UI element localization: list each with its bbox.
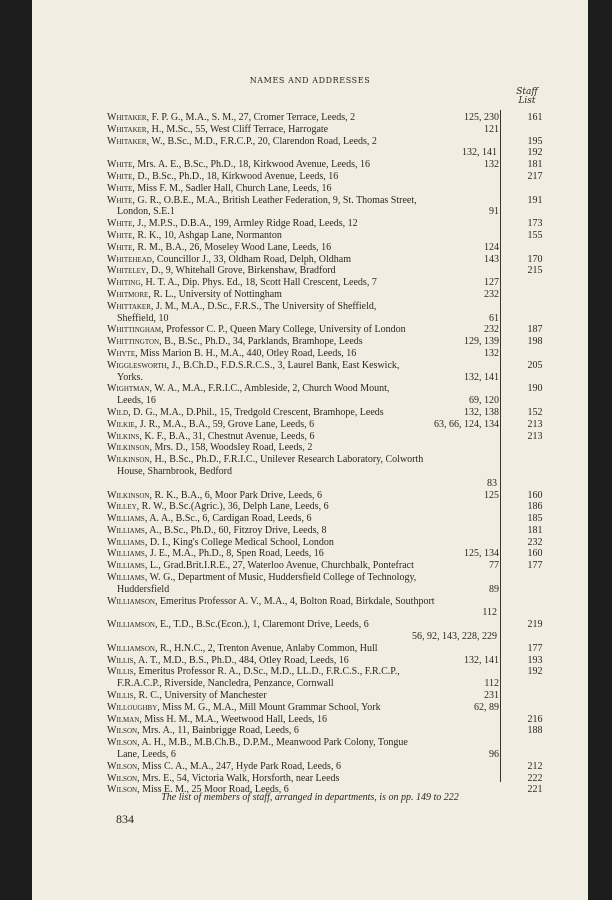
list-header-label: List: [518, 96, 536, 106]
entry-text: Emeritus Professor A. V., M.A., 4, Bolton Road, Birkdale, Southport: [159, 595, 435, 607]
entry-first-line: Wightman, W. A., M.A., F.R.I.C., Ambleside, 2, Church Wood Mount,: [107, 383, 390, 395]
entry-first-line: Willis, R. C., University of Manchester: [107, 690, 267, 702]
entry-text: D., 9, Whitehall Grove, Birkenshaw, Bradford: [150, 265, 336, 277]
entry-pages: 91: [489, 206, 499, 218]
entry-text: J., M.P.S., D.B.A., 199, Armley Ridge Road, Leeds, 12: [137, 218, 358, 230]
entry-pages-line: 132, 141: [462, 147, 497, 159]
entry-staff-page: 215: [527, 265, 543, 277]
entry-surname: Whittington: [107, 336, 160, 348]
entry-pages: 125, 134: [464, 548, 499, 560]
entry-staff-page: 190: [527, 383, 543, 395]
entry-surname: Whitaker: [107, 135, 147, 147]
entry: [107, 360, 555, 384]
staff-list-header: [502, 88, 552, 106]
entry: [107, 242, 555, 254]
entry-surname: Williamson: [107, 619, 155, 631]
entry-surname: Williamson: [107, 642, 155, 654]
entry-pages: 61: [489, 312, 499, 324]
entry: [107, 407, 555, 419]
entry-surname: Wilkie: [107, 418, 135, 430]
entry-surname: White: [107, 194, 133, 206]
entry-text: K. F., B.A., 31, Chestnut Avenue, Leeds, 6: [144, 430, 315, 442]
entry-first-line: Wilman, Miss H. M., M.A., Weetwood Hall, Leeds, 16: [107, 713, 327, 725]
entry-staff-page: 212: [527, 760, 543, 772]
entry-surname: Willis: [107, 690, 134, 702]
entry-surname: Willis: [107, 654, 134, 666]
entry-staff-page: 155: [527, 229, 543, 241]
entry: [107, 643, 555, 655]
entry-first-line: Wigglesworth, J., B.Ch.D., F.D.S.R.C.S., 3, Laurel Bank, East Keswick,: [107, 359, 400, 371]
entry-staff-page: 192: [527, 666, 543, 678]
entry-text: W. G., Department of Music, Huddersfield College of Technology,: [149, 572, 417, 584]
entry: [107, 301, 555, 325]
entry-staff-page: 185: [527, 513, 543, 525]
entry-text: House, Sharnbrook, Bedford: [117, 465, 232, 477]
entry-surname: White: [107, 182, 133, 194]
entry-text: Miss F. M., Sadler Hall, Church Lane, Leeds, 16: [137, 182, 332, 194]
entry-surname: Whitehead: [107, 253, 152, 265]
entry-staff-page: 177: [527, 560, 543, 572]
entry-continuation-line: [107, 584, 497, 596]
entry-first-line: Williamson, Emeritus Professor A. V., M.A., 4, Bolton Road, Birkdale, Southport: [107, 595, 435, 607]
entry: [107, 548, 555, 560]
entry-first-line: White, D., B.Sc., Ph.D., 18, Kirkwood Avenue, Leeds, 16: [107, 170, 339, 182]
entry-first-line: White, Mrs. A. E., B.Sc., Ph.D., 18, Kirkwood Avenue, Leeds, 16: [107, 159, 370, 171]
entry-first-line: Williams, L., Grad.Brit.I.R.E., 27, Waterloo Avenue, Churchbalk, Pontefract: [107, 560, 414, 572]
entry: [107, 254, 555, 266]
entry-surname: Williams: [107, 548, 145, 560]
entry-text: Professor C. P., Queen Mary College, University of London: [166, 324, 406, 336]
entry-first-line: Wilson, Miss E. M., 25 Moor Road, Leeds, 6: [107, 784, 289, 796]
entry-text: Lane, Leeds, 6: [117, 749, 176, 761]
entry-staff-page: 222: [527, 772, 543, 784]
entry-staff-page: 195: [527, 135, 543, 147]
entry-staff-page: 213: [527, 418, 543, 430]
entry-text: E., T.D., B.Sc.(Econ.), 1, Claremont Drive, Leeds, 6: [159, 619, 369, 631]
entry-text: Leeds, 16: [117, 395, 156, 407]
entry-pages-line: 83: [487, 477, 497, 489]
entry: [107, 714, 555, 726]
entry-surname: Williams: [107, 560, 145, 572]
entry-text: H. T. A., Dip. Phys. Ed., 18, Scott Hall Crescent, Leeds, 7: [145, 277, 377, 289]
entry-pages: 132, 141: [464, 654, 499, 666]
entry-text: H., B.Sc., Ph.D., F.R.I.C., Unilever Research Laboratory, Colworth: [154, 454, 424, 466]
entry-first-line: Willoughby, Miss M. G., M.A., Mill Mount Grammar School, York: [107, 701, 381, 713]
entry-pages: 89: [489, 583, 499, 595]
entry-pages: 125, 230: [464, 112, 499, 123]
entry: [107, 348, 555, 360]
entry-surname: Williams: [107, 524, 145, 536]
entry-first-line: Williams, A. A., B.Sc., 6, Cardigan Road, Leeds, 6: [107, 513, 312, 525]
entry: [107, 195, 555, 219]
entry-pages: 143: [484, 253, 499, 265]
entry-pages: 69, 120: [469, 395, 499, 407]
entry-first-line: Williamson, R., H.N.C., 2, Trenton Avenue, Anlaby Common, Hull: [107, 642, 378, 654]
entry-pages: 63, 66, 124, 134: [434, 418, 499, 430]
entry-surname: Whitmore: [107, 288, 149, 300]
entry-first-line: Whitaker, W., B.Sc., M.D., F.R.C.P., 20, Clarendon Road, Leeds, 2: [107, 135, 377, 147]
entry-continuation-line: [107, 749, 497, 761]
entry-first-line: White, Miss F. M., Sadler Hall, Church Lane, Leeds, 16: [107, 182, 332, 194]
entry-first-line: White, R. K., 10, Ashgap Lane, Normanton: [107, 229, 282, 241]
staff-header-label: Staff: [516, 87, 538, 97]
entry: [107, 655, 555, 667]
entry-text: J. R., M.A., B.A., 59, Grove Lane, Leeds, 6: [139, 418, 315, 430]
entry-text: Mrs. D., 158, Woodsley Road, Leeds, 2: [154, 442, 313, 454]
entry: [107, 419, 555, 431]
entry-staff-page: 221: [527, 784, 543, 796]
entry: [107, 171, 555, 183]
entry-text: Mrs. E., 54, Victoria Walk, Horsforth, near Leeds: [142, 772, 340, 784]
entry-first-line: Williams, A., B.Sc., Ph.D., 60, Fitzroy Drive, Leeds, 8: [107, 524, 327, 536]
entry-text: R. K., B.A., 6, Moor Park Drive, Leeds, 6: [154, 489, 322, 501]
entry-text: Miss C. A., M.A., 247, Hyde Park Road, Leeds, 6: [142, 760, 341, 772]
entry-staff-page: 186: [527, 501, 543, 513]
entry-text: A., B.Sc., Ph.D., 60, Fitzroy Drive, Leeds, 8: [149, 524, 327, 536]
entry-text: London, S.E.1: [117, 206, 175, 218]
entry-pages: 96: [489, 749, 499, 761]
entry-surname: Willey: [107, 501, 137, 513]
entry-first-line: White, R. M., B.A., 26, Moseley Wood Lane, Leeds, 16: [107, 241, 332, 253]
entry-staff-page: 173: [527, 218, 543, 230]
entry: [107, 501, 555, 513]
entry-surname: Wilman: [107, 713, 140, 725]
entry-text: Huddersfield: [117, 583, 170, 595]
entry-surname: Wightman: [107, 383, 150, 395]
entry-text: R. M., B.A., 26, Moseley Wood Lane, Leeds, 16: [137, 241, 332, 253]
entry-first-line: Wilkinson, Mrs. D., 158, Woodsley Road, Leeds, 2: [107, 442, 313, 454]
entry: [107, 666, 555, 690]
entry-text: F. P. G., M.A., S. M., 27, Cromer Terrace, Leeds, 2: [151, 112, 356, 123]
entry-pages: 132, 141: [464, 371, 499, 383]
entry-text: H., M.Sc., 55, West Cliff Terrace, Harrogate: [151, 123, 329, 135]
entry-first-line: Whiteley, D., 9, Whitehall Grove, Birkenshaw, Bradford: [107, 265, 336, 277]
entry-text: R. W., B.Sc.(Agric.), 36, Delph Lane, Leeds, 6: [141, 501, 329, 513]
entry-continuation-line: [107, 313, 497, 325]
entry-pages: 62, 89: [474, 701, 499, 713]
entry-pages: 132, 138: [464, 406, 499, 418]
entry-text: R., H.N.C., 2, Trenton Avenue, Anlaby Common, Hull: [159, 642, 378, 654]
entry-first-line: Whyte, Miss Marion B. H., M.A., 440, Otley Road, Leeds, 16: [107, 347, 357, 359]
entry: [107, 761, 555, 773]
entry: [107, 737, 555, 761]
entry-continuation-line: [107, 395, 497, 407]
entry-surname: Whiteley: [107, 265, 146, 277]
entry-first-line: Whitaker, H., M.Sc., 55, West Cliff Terrace, Harrogate: [107, 123, 329, 135]
entry-staff-page: 181: [527, 159, 543, 171]
entry-pages: 129, 139: [464, 336, 499, 348]
entry-surname: Wilson: [107, 725, 138, 737]
entry-text: W. A., M.A., F.R.I.C., Ambleside, 2, Church Wood Mount,: [154, 383, 390, 395]
entry-text: D. I., King's College Medical School, London: [149, 536, 334, 548]
entry-surname: Wilkins: [107, 430, 140, 442]
entry-surname: Wilkinson: [107, 454, 150, 466]
entry: [107, 159, 555, 171]
entry-continuation-line: [107, 466, 497, 478]
entry-surname: Wilkinson: [107, 442, 150, 454]
entry-surname: Whittaker: [107, 300, 151, 312]
entry-surname: White: [107, 241, 133, 253]
entry-pages: 121: [484, 123, 499, 135]
entry-first-line: Whittaker, J. M., M.A., D.Sc., F.R.S., The University of Sheffield,: [107, 300, 377, 312]
entry-first-line: Wilson, A. H., M.B., M.B.Ch.B., D.P.M., Meanwood Park Colony, Tongue: [107, 737, 408, 749]
entry-staff-page: 188: [527, 725, 543, 737]
entry: [107, 773, 555, 785]
entry-text: Mrs. A. E., B.Sc., Ph.D., 18, Kirkwood Avenue, Leeds, 16: [137, 159, 370, 171]
entry-continuation-line: [107, 372, 497, 384]
entry-pages: 232: [484, 324, 499, 336]
entry: [107, 431, 555, 443]
entry-staff-page: 191: [527, 194, 543, 206]
entry-surname: Williams: [107, 513, 145, 525]
entry-first-line: Whiting, H. T. A., Dip. Phys. Ed., 18, Scott Hall Crescent, Leeds, 7: [107, 277, 377, 289]
entry-surname: Wilson: [107, 760, 138, 772]
entry-first-line: Whittington, B., B.Sc., Ph.D., 34, Parklands, Bramhope, Leeds: [107, 336, 363, 348]
entry: [107, 218, 555, 230]
entry-continuation-line: [107, 206, 497, 218]
entry-text: J. E., M.A., Ph.D., 8, Spen Road, Leeds, 16: [149, 548, 324, 560]
entry-staff-page: 181: [527, 524, 543, 536]
entry: [107, 230, 555, 242]
entry-staff-page: 160: [527, 548, 543, 560]
entry-text: W., B.Sc., M.D., F.R.C.P., 20, Clarendon Road, Leeds, 2: [151, 135, 377, 147]
entry-surname: White: [107, 218, 133, 230]
entry-pages-line: 112: [482, 607, 497, 619]
entry-surname: Whitaker: [107, 123, 147, 135]
entry-pages: 124: [484, 241, 499, 253]
entry-first-line: Wilkie, J. R., M.A., B.A., 59, Grove Lane, Leeds, 6: [107, 418, 315, 430]
entry-staff-page: 187: [527, 324, 543, 336]
entry-staff-page: 160: [527, 489, 543, 501]
entry-first-line: Willey, R. W., B.Sc.(Agric.), 36, Delph Lane, Leeds, 6: [107, 501, 329, 513]
entry-surname: Wild: [107, 406, 129, 418]
entry-text: D., B.Sc., Ph.D., 18, Kirkwood Avenue, Leeds, 16: [137, 170, 339, 182]
entry-text: R. C., University of Manchester: [138, 690, 267, 702]
entry-surname: White: [107, 170, 133, 182]
entry: [107, 324, 555, 336]
entry-staff-page: 161: [527, 112, 543, 123]
page-title: NAMES AND ADDRESSES: [249, 76, 371, 85]
footer-note: The list of members of staff, arranged in departments, is on pp. 149 to 222: [161, 792, 459, 803]
entry-staff-page: 170: [527, 253, 543, 265]
entry: [107, 136, 555, 160]
entries-list: [107, 112, 555, 796]
entry-staff-page: 193: [527, 654, 543, 666]
entry-staff-page: 216: [527, 713, 543, 725]
entry-staff-page: 192: [527, 147, 543, 159]
entry-text: R. K., 10, Ashgap Lane, Normanton: [137, 229, 282, 241]
entry-surname: Whiting: [107, 277, 141, 289]
entry-first-line: Willis, A. T., M.D., B.S., Ph.D., 484, Otley Road, Leeds, 16: [107, 654, 349, 666]
entry: [107, 442, 555, 454]
entry-first-line: Whittingham, Professor C. P., Queen Mary College, University of London: [107, 324, 406, 336]
entry-text: B., B.Sc., Ph.D., 34, Parklands, Bramhope, Leeds: [164, 336, 363, 348]
entry-surname: Willoughby: [107, 701, 158, 713]
entry-surname: Whittingham: [107, 324, 162, 336]
entry: [107, 725, 555, 737]
entry: [107, 596, 555, 620]
entry-staff-page: 177: [527, 642, 543, 654]
entry-staff-page: 232: [527, 536, 543, 548]
entry: [107, 277, 555, 289]
entry-pages: 232: [484, 288, 499, 300]
entry-first-line: Wild, D. G., M.A., D.Phil., 15, Tredgold Crescent, Bramhope, Leeds: [107, 406, 384, 418]
entry: [107, 525, 555, 537]
entry-surname: Wigglesworth: [107, 359, 167, 371]
entry-first-line: Willis, Emeritus Professor R. A., D.Sc., M.D., LL.D., F.R.C.S., F.R.C.P.,: [107, 666, 400, 678]
entry-surname: Whitaker: [107, 112, 147, 123]
entry-surname: Williams: [107, 572, 145, 584]
entry: [107, 124, 555, 136]
entry-text: Miss Marion B. H., M.A., 440, Otley Road, Leeds, 16: [140, 347, 357, 359]
entry-text: Miss H. M., M.A., Weetwood Hall, Leeds, 16: [144, 713, 327, 725]
entry-first-line: Wilson, Mrs. A., 11, Bainbrigge Road, Leeds, 6: [107, 725, 299, 737]
entry-text: L., Grad.Brit.I.R.E., 27, Waterloo Avenue, Churchbalk, Pontefract: [149, 560, 414, 572]
entry-first-line: Williams, J. E., M.A., Ph.D., 8, Spen Road, Leeds, 16: [107, 548, 324, 560]
entry-staff-page: 205: [527, 359, 543, 371]
entry-text: A. H., M.B., M.B.Ch.B., D.P.M., Meanwood Park Colony, Tongue: [141, 737, 408, 749]
entry-pages: 125: [484, 489, 499, 501]
entry: [107, 265, 555, 277]
entry-text: D. G., M.A., D.Phil., 15, Tredgold Crescent, Bramhope, Leeds: [133, 406, 384, 418]
entry-pages: 77: [489, 560, 499, 572]
entry-staff-page: 198: [527, 336, 543, 348]
entry-text: J., B.Ch.D., F.D.S.R.C.S., 3, Laurel Bank, East Keswick,: [171, 359, 400, 371]
entry-text: Sheffield, 10: [117, 312, 169, 324]
entry: [107, 513, 555, 525]
entry-first-line: Whitaker, F. P. G., M.A., S. M., 27, Cromer Terrace, Leeds, 2: [107, 112, 356, 123]
entry-first-line: Wilson, Miss C. A., M.A., 247, Hyde Park Road, Leeds, 6: [107, 760, 341, 772]
entry-first-line: White, G. R., O.B.E., M.A., British Leather Federation, 9, St. Thomas Street,: [107, 194, 417, 206]
entry: [107, 112, 555, 124]
entry-first-line: Williamson, E., T.D., B.Sc.(Econ.), 1, Claremont Drive, Leeds, 6: [107, 619, 369, 631]
entry: [107, 572, 555, 596]
entry-text: F.R.A.C.P., Riverside, Nancledra, Penzance, Cornwall: [117, 678, 334, 690]
entry-first-line: Wilkins, K. F., B.A., 31, Chestnut Avenue, Leeds, 6: [107, 430, 315, 442]
entry-text: A. T., M.D., B.S., Ph.D., 484, Otley Road, Leeds, 16: [138, 654, 349, 666]
entry-text: Miss E. M., 25 Moor Road, Leeds, 6: [142, 784, 289, 796]
entry-pages: 127: [484, 277, 499, 289]
entry-surname: Wilkinson: [107, 489, 150, 501]
entry-text: Miss M. G., M.A., Mill Mount Grammar School, York: [162, 701, 381, 713]
entry-first-line: Wilson, Mrs. E., 54, Victoria Walk, Horsforth, near Leeds: [107, 772, 340, 784]
entry-first-line: Williams, D. I., King's College Medical School, London: [107, 536, 334, 548]
entry-text: Yorks.: [117, 371, 143, 383]
entry-first-line: Wilkinson, R. K., B.A., 6, Moor Park Drive, Leeds, 6: [107, 489, 322, 501]
entry-staff-page: 213: [527, 430, 543, 442]
entry-first-line: Williams, W. G., Department of Music, Huddersfield College of Technology,: [107, 572, 417, 584]
entry-first-line: Whitmore, R. L., University of Nottingham: [107, 288, 282, 300]
entry-surname: Wilson: [107, 784, 138, 796]
entry-surname: White: [107, 159, 133, 171]
entry-surname: Williamson: [107, 595, 155, 607]
entry-first-line: White, J., M.P.S., D.B.A., 199, Armley Ridge Road, Leeds, 12: [107, 218, 358, 230]
entry-pages: 112: [484, 678, 499, 690]
entry: [107, 454, 555, 489]
entry: [107, 619, 555, 643]
entry: [107, 560, 555, 572]
entry-continuation-line: [107, 678, 497, 690]
entry-pages-line: 56, 92, 143, 228, 229: [412, 631, 497, 643]
entry: [107, 336, 555, 348]
entry-text: Emeritus Professor R. A., D.Sc., M.D., LL.D., F.R.C.S., F.R.C.P.,: [138, 666, 400, 678]
entry-first-line: Whitehead, Councillor J., 33, Oldham Road, Delph, Oldham: [107, 253, 351, 265]
entry-surname: Wilson: [107, 737, 138, 749]
entry-text: R. L., University of Nottingham: [153, 288, 282, 300]
entry: [107, 183, 555, 195]
entry-surname: White: [107, 229, 133, 241]
entry-first-line: Wilkinson, H., B.Sc., Ph.D., F.R.I.C., Unilever Research Laboratory, Colworth: [107, 454, 424, 466]
entry-pages: 132: [484, 159, 499, 171]
entry-text: J. M., M.A., D.Sc., F.R.S., The University of Sheffield,: [155, 300, 377, 312]
entry-text: Councillor J., 33, Oldham Road, Delph, Oldham: [156, 253, 351, 265]
entry: [107, 702, 555, 714]
entry-staff-page: 219: [527, 619, 543, 631]
entry-staff-page: 152: [527, 406, 543, 418]
entry-text: A. A., B.Sc., 6, Cardigan Road, Leeds, 6: [149, 513, 312, 525]
entry: [107, 537, 555, 549]
entry-surname: Wilson: [107, 772, 138, 784]
entry-pages: 132: [484, 347, 499, 359]
entry-text: G. R., O.B.E., M.A., British Leather Federation, 9, St. Thomas Street,: [137, 194, 417, 206]
entry-pages: 231: [484, 690, 499, 702]
entry-surname: Whyte: [107, 347, 136, 359]
entry: [107, 490, 555, 502]
entry: [107, 690, 555, 702]
entry-text: Mrs. A., 11, Bainbrigge Road, Leeds, 6: [142, 725, 299, 737]
entry: [107, 383, 555, 407]
book-page: [32, 0, 588, 900]
entry-surname: Williams: [107, 536, 145, 548]
entry-surname: Willis: [107, 666, 134, 678]
entry-staff-page: 217: [527, 170, 543, 182]
entry: [107, 289, 555, 301]
page-number: 834: [116, 812, 134, 826]
